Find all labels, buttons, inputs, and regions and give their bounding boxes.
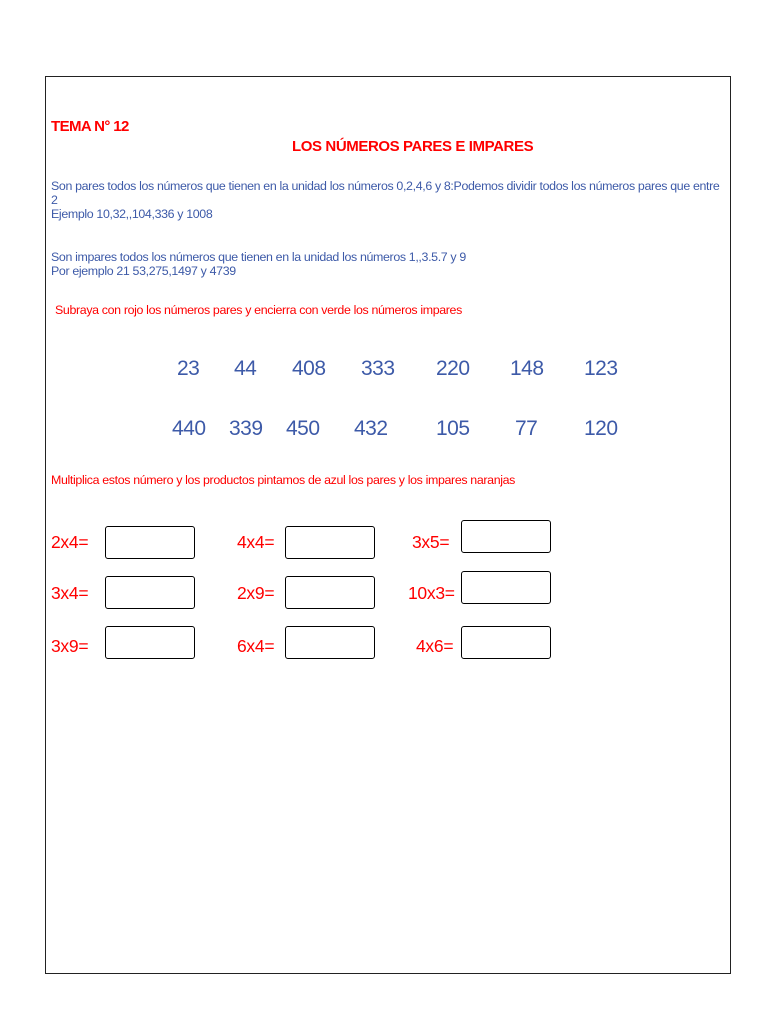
number-item: 440: [172, 417, 206, 440]
answer-box[interactable]: [105, 626, 195, 659]
multiplication-label: 2x9=: [237, 583, 275, 603]
multiplication-label: 4x4=: [237, 532, 275, 552]
number-item: 23: [177, 357, 200, 380]
answer-box[interactable]: [461, 571, 551, 604]
number-item: 333: [361, 357, 395, 380]
number-item: 44: [234, 357, 257, 380]
multiplication-label: 10x3=: [408, 583, 455, 603]
answer-box[interactable]: [461, 626, 551, 659]
underline-instruction: Subraya con rojo los números pares y encierra con verde los números impares: [55, 303, 462, 317]
even-definition: Son pares todos los números que tienen en la unidad los números 0,2,4,6 y 8:Podemos dividir todos los números pares que entre 2: [51, 179, 720, 207]
answer-box[interactable]: [285, 626, 375, 659]
answer-box[interactable]: [285, 526, 375, 559]
multiplication-label: 4x6=: [416, 636, 454, 656]
number-item: 408: [292, 357, 326, 380]
number-item: 220: [436, 357, 470, 380]
number-item: 450: [286, 417, 320, 440]
number-item: 120: [584, 417, 618, 440]
answer-box[interactable]: [461, 520, 551, 553]
multiplication-label: 2x4=: [51, 532, 89, 552]
answer-box[interactable]: [105, 576, 195, 609]
number-item: 123: [584, 357, 618, 380]
number-item: 105: [436, 417, 470, 440]
number-item: 339: [229, 417, 263, 440]
answer-box[interactable]: [105, 526, 195, 559]
number-item: 148: [510, 357, 544, 380]
odd-definition: Son impares todos los números que tienen en la unidad los números 1,,3.5.7 y 9: [51, 250, 466, 264]
number-item: 432: [354, 417, 388, 440]
even-example: Ejemplo 10,32,,104,336 y 1008: [51, 207, 213, 221]
multiply-instruction: Multiplica estos número y los productos pintamos de azul los pares y los impares naranjas: [51, 473, 516, 487]
odd-example: Por ejemplo 21 53,275,1497 y 4739: [51, 264, 236, 278]
number-item: 77: [515, 417, 538, 440]
answer-box[interactable]: [285, 576, 375, 609]
topic-number: TEMA N° 12: [51, 118, 129, 135]
multiplication-label: 3x9=: [51, 636, 89, 656]
page-title: LOS NÚMEROS PARES E IMPARES: [292, 138, 534, 155]
multiplication-label: 3x4=: [51, 583, 89, 603]
multiplication-label: 3x5=: [412, 532, 450, 552]
multiplication-label: 6x4=: [237, 636, 275, 656]
odd-explanation: [51, 250, 727, 278]
even-explanation: [51, 179, 727, 221]
